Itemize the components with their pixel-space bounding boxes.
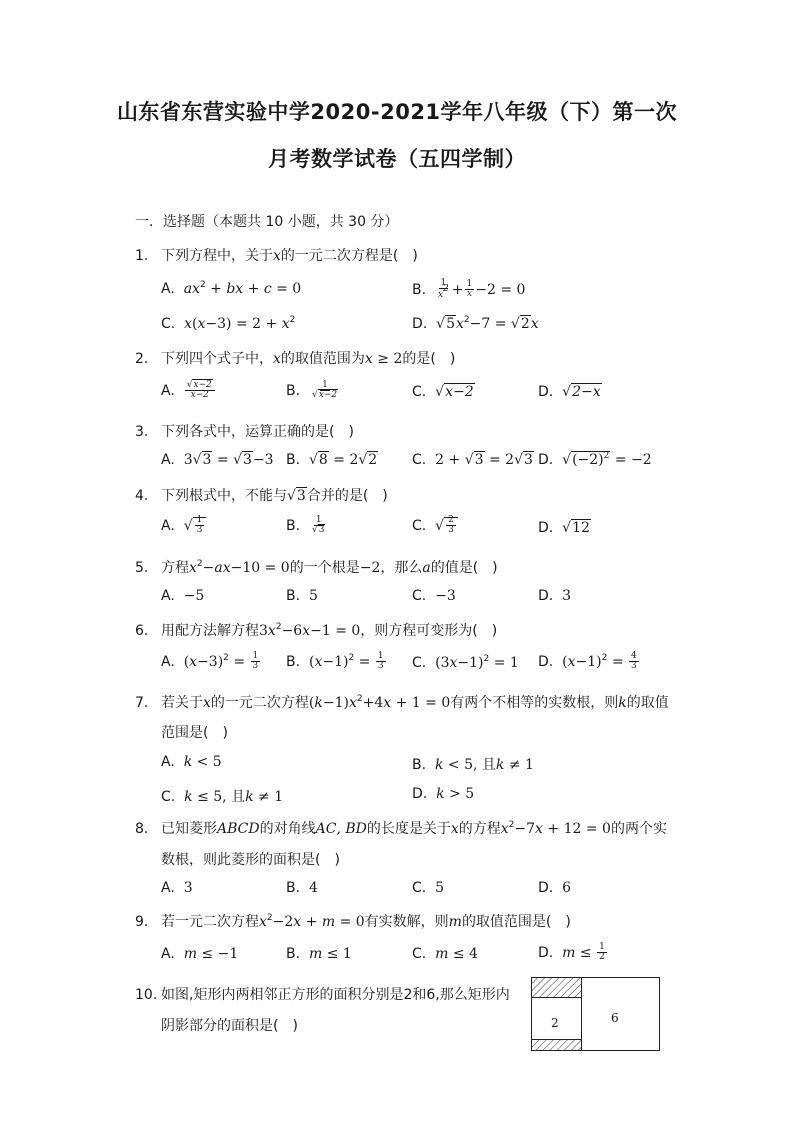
q6-option-d[interactable]: D. $(x-1)^2$ = $\frac{4}{3}$ [538, 651, 637, 672]
q5-option-b[interactable]: B. 5 [286, 588, 318, 604]
exam-title-line2: 月考数学试卷（五四学制） [268, 147, 526, 171]
q5-option-c[interactable]: C. −3 [412, 588, 456, 604]
q5-option-d[interactable]: D. 3 [538, 588, 572, 604]
shaded-region-top [532, 978, 582, 998]
q1-option-d[interactable]: D. $√5x^2-7 = √2x$ [412, 315, 539, 332]
q7-option-d[interactable]: D. k > 5 [412, 786, 475, 802]
question-6: 6. 用配方法解方程$3x^2-6x-1 = 0$，则方程可变形为( ) [135, 622, 498, 639]
q1-option-b[interactable]: B. $\frac{1}{x^2}$ + $\frac{1}{x}$ −2 = 0 [412, 278, 526, 301]
q6-option-a[interactable]: A. $(x-3)^2$ = $\frac{1}{3}$ [161, 651, 259, 672]
q9-option-a[interactable]: A. m ≤ −1 [161, 946, 239, 962]
large-square-label: 6 [611, 1011, 619, 1025]
question-9: 9. 若一元二次方程$x^2-2x + m = 0$有实数解，则m的取值范围是( ) [135, 913, 571, 930]
q2-option-b[interactable]: B. $\frac{1}{√x-2}$ [286, 380, 338, 401]
q2-option-d[interactable]: D. √2−x [538, 384, 601, 400]
q9-option-c[interactable]: C. m ≤ 4 [412, 946, 478, 962]
q8-option-d[interactable]: D. 6 [538, 880, 572, 896]
question-8-continued: 数根，则此菱形的面积是( ) [161, 852, 340, 868]
q7-option-b[interactable]: B. k < 5, 且k ≠ 1 [412, 757, 534, 773]
question-number: 6. [135, 623, 149, 639]
exam-title-line1: 山东省东营实验中学2020-2021学年八年级（下）第一次 [116, 100, 678, 124]
question-7: 7. 若关于x的一元二次方程$(k-1)x^2+4x + 1 = 0$有两个不相等的实数根，则k的取值 [135, 694, 669, 711]
q7-option-a[interactable]: A. k < 5 [161, 754, 222, 770]
question-10-continued: 阴影部分的面积是( ) [161, 1018, 298, 1034]
q3-option-b[interactable]: B. √8 = 2√2 [286, 452, 378, 468]
q3-option-a[interactable]: A. 3√3 = √3−3 [161, 452, 274, 468]
question-8: 8. 已知菱形ABCD的对角线AC, BD的长度是关于x的方程$x^2-7x + 12 = 0$的两个实 [135, 820, 667, 837]
rectangle-diagram [531, 977, 660, 1051]
small-square-label: 2 [551, 1016, 559, 1030]
q4-option-b[interactable]: B. $\frac{1}{√3}$ [286, 515, 325, 536]
question-number: 1. [135, 248, 149, 264]
q2-option-c[interactable]: C. √x−2 [412, 384, 474, 400]
q3-option-c[interactable]: C. 2 + √3 = 2√3 [412, 452, 533, 468]
q1-option-c[interactable]: C. $x(x-3) = 2 + x^2$ [161, 315, 296, 332]
q8-option-c[interactable]: C. 5 [412, 880, 445, 896]
q4-option-c[interactable]: C. √ $\frac{2}{3}$ [412, 516, 458, 536]
question-number: 10. [135, 987, 158, 1003]
q6-option-c[interactable]: C. $(3x-1)^2 = 1$ [412, 654, 519, 671]
rectangle-figure [531, 977, 660, 1051]
question-number: 2. [135, 351, 149, 367]
q7-option-c[interactable]: C. k ≤ 5, 且k ≠ 1 [161, 789, 284, 805]
shaded-region-bottom [532, 1040, 582, 1051]
q4-option-d[interactable]: D. √12 [538, 520, 590, 536]
question-number: 8. [135, 821, 149, 837]
question-number: 5. [135, 560, 149, 576]
question-3: 3. 下列各式中，运算正确的是( ) [135, 424, 354, 440]
question-number: 3. [135, 424, 149, 440]
q8-option-b[interactable]: B. 4 [286, 880, 318, 896]
question-10: 10. 如图,矩形内两相邻正方形的面积分别是2和6,那么矩形内 [135, 987, 510, 1003]
question-4: 4. 下列根式中，不能与√3合并的是( ) [135, 488, 388, 504]
q2-option-a[interactable]: A. $\frac{√x-2}{x-2}$ [161, 381, 216, 401]
q5-option-a[interactable]: A. −5 [161, 588, 205, 604]
question-number: 7. [135, 695, 149, 711]
question-2: 2. 下列四个式子中，x的取值范围为x ≥ 2的是( ) [135, 351, 456, 367]
q4-option-a[interactable]: A. √ $\frac{1}{3}$ [161, 516, 206, 536]
question-number: 9. [135, 914, 149, 930]
question-5: 5. 方程$x^2-ax-10 = 0$的一个根是−2，那么a的值是( ) [135, 559, 498, 576]
q3-option-d[interactable]: D. $√(-2)^2 = -2$ [538, 451, 652, 468]
question-7-continued: 范围是( ) [161, 725, 228, 741]
question-1: 1. 下列方程中，关于x的一元二次方程是( ) [135, 248, 418, 264]
q6-option-b[interactable]: B. $(x-1)^2$ = $\frac{1}{3}$ [286, 651, 384, 672]
q8-option-a[interactable]: A. 3 [161, 880, 193, 896]
q9-option-d[interactable]: D. m ≤ $\frac{1}{2}$ [538, 942, 605, 963]
question-number: 4. [135, 488, 149, 504]
section-heading: 一．选择题（本题共 10 小题，共 30 分） [135, 214, 399, 230]
q1-option-a[interactable]: A. $ax^2$ + bx + c = 0 [161, 280, 302, 297]
q9-option-b[interactable]: B. m ≤ 1 [286, 946, 352, 962]
